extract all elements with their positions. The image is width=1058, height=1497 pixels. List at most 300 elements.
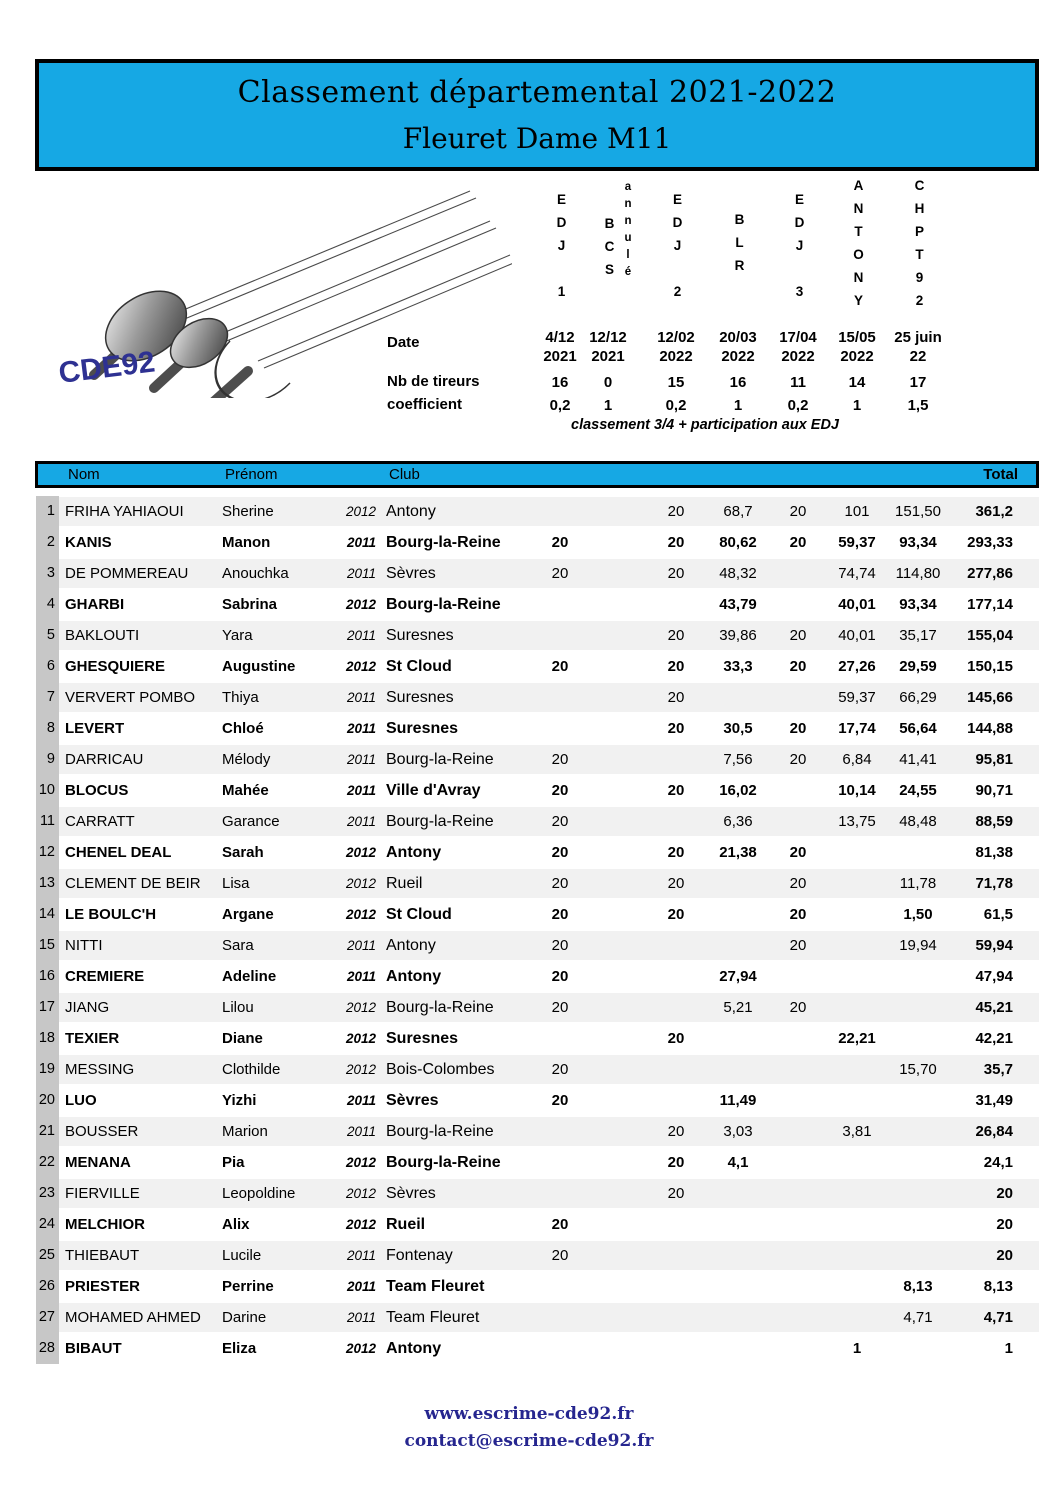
event-coeff-1: 1 xyxy=(603,397,613,414)
annee-cell: 2012 xyxy=(345,1155,376,1170)
rank-cell: 18 xyxy=(36,1023,59,1054)
annee-cell: 2011 xyxy=(346,938,376,953)
prenom-cell: Chloé xyxy=(222,720,264,737)
total-cell: 26,84 xyxy=(975,1123,1013,1140)
score-cell-4: 20 xyxy=(789,937,807,954)
col-header-club: Club xyxy=(389,466,420,483)
prenom-cell: Mahée xyxy=(222,782,269,799)
score-cell-6: 41,41 xyxy=(899,751,937,768)
total-cell: 42,21 xyxy=(975,1030,1013,1047)
score-cell-6: 114,80 xyxy=(895,565,941,582)
event-date-line2: 2022 xyxy=(840,348,874,365)
total-cell: 20 xyxy=(996,1247,1013,1264)
annee-cell: 2011 xyxy=(346,1310,376,1325)
rank-cell: 13 xyxy=(36,868,59,899)
col-header-prenom: Prénom xyxy=(225,466,278,483)
total-cell: 81,38 xyxy=(975,844,1013,861)
score-cell-2: 20 xyxy=(667,720,685,737)
score-cell-0: 20 xyxy=(551,937,569,954)
annee-cell: 2011 xyxy=(346,1124,376,1139)
rank-cell: 3 xyxy=(36,558,59,589)
annee-cell: 2011 xyxy=(346,535,376,550)
event-tireurs-5: 14 xyxy=(848,374,866,391)
annee-cell: 2011 xyxy=(346,721,376,736)
score-cell-0: 20 xyxy=(551,906,569,923)
event-date-line1: 4/12 xyxy=(545,329,575,346)
nom-cell: NITTI xyxy=(65,937,103,954)
score-cell-0: 20 xyxy=(551,658,569,675)
prenom-cell: Anouchka xyxy=(222,565,289,582)
club-cell: Antony xyxy=(386,844,442,861)
date-label: Date xyxy=(387,334,420,351)
score-cell-3: 4,1 xyxy=(727,1154,749,1171)
fencing-foils-icon xyxy=(42,183,512,398)
event-date-line2: 2022 xyxy=(781,348,815,365)
nom-cell: MESSING xyxy=(65,1061,135,1078)
table-row xyxy=(35,1333,1039,1364)
rank-cell: 10 xyxy=(36,775,59,806)
score-cell-6: 29,59 xyxy=(899,658,937,675)
nom-cell: DE POMMEREAU xyxy=(65,565,189,582)
score-cell-0: 20 xyxy=(551,565,569,582)
score-cell-0: 20 xyxy=(551,1061,569,1078)
event-note-1: annulé xyxy=(622,181,634,283)
club-cell: Rueil xyxy=(386,875,423,892)
prenom-cell: Marion xyxy=(222,1123,268,1140)
prenom-cell: Perrine xyxy=(222,1278,274,1295)
event-date-line2: 22 xyxy=(909,348,927,365)
footer-website: www.escrime-cde92.fr xyxy=(424,1404,634,1424)
prenom-cell: Garance xyxy=(222,813,280,830)
score-cell-3: 27,94 xyxy=(719,968,757,985)
score-cell-2: 20 xyxy=(667,565,685,582)
rank-cell: 8 xyxy=(36,713,59,744)
score-cell-0: 20 xyxy=(551,813,569,830)
rank-cell: 22 xyxy=(36,1147,59,1178)
score-cell-6: 48,48 xyxy=(899,813,937,830)
nom-cell: TEXIER xyxy=(65,1030,120,1047)
prenom-cell: Sarah xyxy=(222,844,264,861)
score-cell-2: 20 xyxy=(667,844,685,861)
score-cell-0: 20 xyxy=(551,1247,569,1264)
nom-cell: MOHAMED AHMED xyxy=(65,1309,201,1326)
score-cell-3: 33,3 xyxy=(723,658,753,675)
annee-cell: 2012 xyxy=(345,659,376,674)
total-cell: 144,88 xyxy=(967,720,1013,737)
nom-cell: GHARBI xyxy=(65,596,125,613)
rank-cell: 25 xyxy=(36,1240,59,1271)
score-cell-3: 7,56 xyxy=(723,751,753,768)
event-date-line1: 12/02 xyxy=(657,329,695,346)
total-cell: 277,86 xyxy=(967,565,1013,582)
prenom-cell: Argane xyxy=(222,906,274,923)
prenom-cell: Adeline xyxy=(222,968,277,985)
table-row xyxy=(35,1054,1039,1085)
table-row xyxy=(35,682,1039,713)
nom-cell: FIERVILLE xyxy=(65,1185,140,1202)
score-cell-2: 20 xyxy=(667,906,685,923)
score-cell-3: 80,62 xyxy=(719,534,757,551)
rank-cell: 11 xyxy=(36,806,59,837)
score-cell-4: 20 xyxy=(789,720,807,737)
club-cell: Bourg-la-Reine xyxy=(386,999,494,1016)
coeff-label: coefficient xyxy=(387,396,463,413)
score-cell-2: 20 xyxy=(667,782,685,799)
table-row xyxy=(35,930,1039,961)
table-row xyxy=(35,899,1039,930)
rank-cell: 28 xyxy=(36,1333,59,1364)
annee-cell: 2012 xyxy=(345,907,376,922)
score-cell-2: 20 xyxy=(667,1030,685,1047)
event-date-line1: 25 juin xyxy=(894,329,942,346)
table-row xyxy=(35,1147,1039,1178)
score-cell-3: 30,5 xyxy=(723,720,753,737)
nom-cell: MENANA xyxy=(65,1154,131,1171)
event-date-1 xyxy=(573,328,643,366)
score-cell-2: 20 xyxy=(667,689,685,706)
rank-cell: 23 xyxy=(36,1178,59,1209)
table-row xyxy=(35,1302,1039,1333)
club-cell: Antony xyxy=(386,503,436,520)
rank-cell: 12 xyxy=(36,837,59,868)
score-cell-5: 3,81 xyxy=(842,1123,872,1140)
total-cell: 177,14 xyxy=(967,596,1013,613)
annee-cell: 2011 xyxy=(346,1279,376,1294)
score-cell-5: 10,14 xyxy=(838,782,876,799)
club-cell: Team Fleuret xyxy=(386,1278,485,1295)
table-rows xyxy=(35,496,1039,1364)
annee-cell: 2012 xyxy=(345,845,376,860)
event-code-3: BLR xyxy=(732,212,747,281)
prenom-cell: Sabrina xyxy=(222,596,278,613)
score-cell-3: 68,7 xyxy=(723,503,753,520)
score-cell-6: 35,17 xyxy=(899,627,937,644)
club-cell: Antony xyxy=(386,968,442,985)
score-cell-6: 93,34 xyxy=(899,534,937,551)
event-date-line2: 2022 xyxy=(659,348,693,365)
club-cell: Sèvres xyxy=(386,1092,439,1109)
nom-cell: GHESQUIERE xyxy=(65,658,166,675)
total-cell: 61,5 xyxy=(983,906,1013,923)
total-cell: 31,49 xyxy=(975,1092,1013,1109)
score-cell-3: 48,32 xyxy=(719,565,757,582)
score-cell-5: 101 xyxy=(844,503,870,520)
rank-cell: 7 xyxy=(36,682,59,713)
table-row xyxy=(35,1116,1039,1147)
rank-cell: 26 xyxy=(36,1271,59,1302)
score-cell-0: 20 xyxy=(551,844,569,861)
score-cell-6: 1,50 xyxy=(903,906,933,923)
table-row xyxy=(35,527,1039,558)
club-cell: Sèvres xyxy=(386,565,436,582)
score-cell-3: 5,21 xyxy=(723,999,753,1016)
total-cell: 150,15 xyxy=(967,658,1013,675)
annee-cell: 2011 xyxy=(346,783,376,798)
annee-cell: 2012 xyxy=(345,1062,376,1077)
score-cell-2: 20 xyxy=(667,1185,685,1202)
club-cell: Rueil xyxy=(386,1216,426,1233)
rank-cell: 21 xyxy=(36,1116,59,1147)
total-cell: 45,21 xyxy=(975,999,1013,1016)
club-cell: Bourg-la-Reine xyxy=(386,534,501,551)
table-row xyxy=(35,651,1039,682)
prenom-cell: Clothilde xyxy=(222,1061,281,1078)
event-date-line1: 12/12 xyxy=(589,329,627,346)
score-cell-0: 20 xyxy=(551,751,569,768)
club-cell: Suresnes xyxy=(386,689,454,706)
event-date-line2: 2021 xyxy=(591,348,625,365)
score-cell-4: 20 xyxy=(789,534,807,551)
rank-cell: 20 xyxy=(36,1085,59,1116)
prenom-cell: Lilou xyxy=(222,999,254,1016)
score-cell-4: 20 xyxy=(789,658,807,675)
footer xyxy=(0,1401,1058,1455)
table-row xyxy=(35,1178,1039,1209)
event-code-1: BCS xyxy=(602,216,617,285)
score-cell-3: 43,79 xyxy=(719,596,757,613)
nom-cell: CARRATT xyxy=(65,813,135,830)
score-cell-0: 20 xyxy=(551,1216,569,1233)
score-cell-3: 6,36 xyxy=(723,813,753,830)
table-row xyxy=(35,496,1039,527)
prenom-cell: Lucile xyxy=(222,1247,262,1264)
club-cell: Bourg-la-Reine xyxy=(386,1154,501,1171)
rank-cell: 27 xyxy=(36,1302,59,1333)
total-cell: 20 xyxy=(996,1185,1013,1202)
event-code-0: EDJ 1 xyxy=(554,192,569,307)
annee-cell: 2011 xyxy=(346,1248,376,1263)
event-coeff-4: 0,2 xyxy=(787,397,809,414)
score-cell-4: 20 xyxy=(789,875,807,892)
total-cell: 59,94 xyxy=(975,937,1013,954)
prenom-cell: Diane xyxy=(222,1030,263,1047)
prenom-cell: Leopoldine xyxy=(222,1185,296,1202)
score-cell-4: 20 xyxy=(789,906,807,923)
table-row xyxy=(35,961,1039,992)
score-cell-4: 20 xyxy=(789,751,807,768)
club-cell: Team Fleuret xyxy=(386,1309,480,1326)
score-cell-5: 6,84 xyxy=(842,751,872,768)
prenom-cell: Manon xyxy=(222,534,271,551)
nom-cell: LE BOULC'H xyxy=(65,906,157,923)
score-cell-3: 11,49 xyxy=(719,1092,757,1109)
prenom-cell: Yara xyxy=(222,627,253,644)
nom-cell: BAKLOUTI xyxy=(65,627,140,644)
rank-cell: 2 xyxy=(36,527,59,558)
col-header-nom: Nom xyxy=(68,466,100,483)
score-cell-0: 20 xyxy=(551,782,569,799)
club-cell: Sèvres xyxy=(386,1185,436,1202)
table-row xyxy=(35,1085,1039,1116)
table-row xyxy=(35,744,1039,775)
prenom-cell: Yizhi xyxy=(222,1092,257,1109)
annee-cell: 2011 xyxy=(346,814,376,829)
total-cell: 24,1 xyxy=(983,1154,1013,1171)
club-cell: Suresnes xyxy=(386,1030,459,1047)
col-header-total: Total xyxy=(983,466,1018,483)
event-coeff-5: 1 xyxy=(852,397,862,414)
score-cell-6: 151,50 xyxy=(895,503,941,520)
club-cell: Fontenay xyxy=(386,1247,453,1264)
club-cell: Suresnes xyxy=(386,720,459,737)
nom-cell: BLOCUS xyxy=(65,782,129,799)
score-cell-5: 74,74 xyxy=(838,565,876,582)
score-cell-3: 21,38 xyxy=(719,844,757,861)
event-tireurs-6: 17 xyxy=(909,374,927,391)
annee-cell: 2012 xyxy=(345,1031,376,1046)
rank-cell: 4 xyxy=(36,589,59,620)
annee-cell: 2011 xyxy=(346,969,376,984)
total-cell: 90,71 xyxy=(975,782,1013,799)
total-cell: 20 xyxy=(996,1216,1013,1233)
nom-cell: PRIESTER xyxy=(65,1278,141,1295)
club-cell: Bois-Colombes xyxy=(386,1061,495,1078)
prenom-cell: Thiya xyxy=(222,689,259,706)
nom-cell: KANIS xyxy=(65,534,112,551)
nom-cell: DARRICAU xyxy=(65,751,144,768)
score-cell-6: 66,29 xyxy=(899,689,937,706)
rank-cell: 19 xyxy=(36,1054,59,1085)
club-cell: Bourg-la-Reine xyxy=(386,1123,494,1140)
prenom-cell: Lisa xyxy=(222,875,250,892)
nom-cell: THIEBAUT xyxy=(65,1247,140,1264)
score-cell-2: 20 xyxy=(667,658,685,675)
annee-cell: 2012 xyxy=(345,876,376,891)
event-date-5 xyxy=(822,328,892,366)
score-cell-2: 20 xyxy=(667,534,685,551)
score-cell-2: 20 xyxy=(667,1123,685,1140)
score-cell-3: 3,03 xyxy=(723,1123,753,1140)
table-row xyxy=(35,806,1039,837)
annee-cell: 2012 xyxy=(345,597,376,612)
footer-email: contact@escrime-cde92.fr xyxy=(404,1431,654,1451)
table-row xyxy=(35,1271,1039,1302)
score-cell-2: 20 xyxy=(667,875,685,892)
table-row xyxy=(35,775,1039,806)
event-coeff-6: 1,5 xyxy=(907,397,929,414)
total-cell: 8,13 xyxy=(983,1278,1013,1295)
event-code-5: ANTONY xyxy=(851,178,866,316)
prenom-cell: Alix xyxy=(222,1216,250,1233)
annee-cell: 2011 xyxy=(346,566,376,581)
ranking-note: classement 3/4 + participation aux EDJ xyxy=(571,417,839,433)
total-cell: 1 xyxy=(1004,1340,1013,1357)
event-coeff-0: 0,2 xyxy=(549,397,571,414)
annee-cell: 2012 xyxy=(345,1217,376,1232)
event-code-6: CHPT92 xyxy=(912,178,927,316)
nom-cell: LUO xyxy=(65,1092,97,1109)
event-date-6 xyxy=(883,328,953,366)
score-cell-3: 16,02 xyxy=(719,782,757,799)
rank-cell: 17 xyxy=(36,992,59,1023)
club-cell: Antony xyxy=(386,1340,442,1357)
event-tireurs-1: 0 xyxy=(603,374,613,391)
score-cell-6: 8,13 xyxy=(903,1278,933,1295)
total-cell: 361,2 xyxy=(975,503,1013,520)
logo-text: CDE92 xyxy=(56,345,157,390)
club-cell: Bourg-la-Reine xyxy=(386,813,494,830)
rank-cell: 9 xyxy=(36,744,59,775)
rank-cell: 15 xyxy=(36,930,59,961)
table-row xyxy=(35,713,1039,744)
score-cell-4: 20 xyxy=(789,844,807,861)
table-row xyxy=(35,1023,1039,1054)
club-cell: Bourg-la-Reine xyxy=(386,751,494,768)
nom-cell: VERVERT POMBO xyxy=(65,689,196,706)
table-row xyxy=(35,1240,1039,1271)
score-cell-0: 20 xyxy=(551,875,569,892)
score-cell-5: 13,75 xyxy=(838,813,876,830)
prenom-cell: Pia xyxy=(222,1154,245,1171)
prenom-cell: Eliza xyxy=(222,1340,257,1357)
prenom-cell: Augustine xyxy=(222,658,296,675)
page-subtitle: Fleuret Dame M11 xyxy=(402,122,672,155)
table-row xyxy=(35,558,1039,589)
score-cell-5: 27,26 xyxy=(838,658,876,675)
table-header xyxy=(35,461,1039,488)
club-cell: St Cloud xyxy=(386,658,452,675)
score-cell-5: 1 xyxy=(852,1340,862,1357)
page-title: Classement départemental 2021-2022 xyxy=(237,75,837,110)
score-cell-6: 24,55 xyxy=(899,782,937,799)
table-row xyxy=(35,589,1039,620)
score-cell-0: 20 xyxy=(551,968,569,985)
title-banner xyxy=(35,59,1039,171)
prenom-cell: Darine xyxy=(222,1309,267,1326)
score-cell-2: 20 xyxy=(667,503,685,520)
score-cell-5: 59,37 xyxy=(838,689,876,706)
nom-cell: FRIHA YAHIAOUI xyxy=(65,503,184,520)
score-cell-6: 15,70 xyxy=(899,1061,937,1078)
total-cell: 4,71 xyxy=(983,1309,1013,1326)
event-tireurs-2: 15 xyxy=(667,374,685,391)
cde92-logo xyxy=(42,183,512,403)
nom-cell: JIANG xyxy=(65,999,110,1016)
event-date-line1: 20/03 xyxy=(719,329,757,346)
score-cell-6: 19,94 xyxy=(899,937,937,954)
event-coeff-2: 0,2 xyxy=(665,397,687,414)
annee-cell: 2011 xyxy=(346,690,376,705)
score-cell-6: 4,71 xyxy=(903,1309,933,1326)
score-cell-5: 22,21 xyxy=(838,1030,876,1047)
event-code-4: EDJ 3 xyxy=(792,192,807,307)
event-code-2: EDJ 2 xyxy=(670,192,685,307)
score-cell-5: 40,01 xyxy=(838,596,876,613)
total-cell: 88,59 xyxy=(975,813,1013,830)
score-cell-6: 93,34 xyxy=(899,596,937,613)
club-cell: Bourg-la-Reine xyxy=(386,596,501,613)
score-cell-3: 39,86 xyxy=(719,627,757,644)
score-cell-5: 40,01 xyxy=(838,627,876,644)
score-cell-2: 20 xyxy=(667,1154,685,1171)
total-cell: 145,66 xyxy=(967,689,1013,706)
nom-cell: CHENEL DEAL xyxy=(65,844,172,861)
club-cell: Ville d'Avray xyxy=(386,782,481,799)
rank-cell: 5 xyxy=(36,620,59,651)
table-row xyxy=(35,620,1039,651)
nom-cell: BIBAUT xyxy=(65,1340,122,1357)
score-cell-6: 56,64 xyxy=(899,720,937,737)
annee-cell: 2011 xyxy=(346,752,376,767)
nom-cell: MELCHIOR xyxy=(65,1216,145,1233)
total-cell: 155,04 xyxy=(967,627,1013,644)
prenom-cell: Sherine xyxy=(222,503,274,520)
table-row xyxy=(35,868,1039,899)
event-date-line1: 17/04 xyxy=(779,329,817,346)
nom-cell: CREMIERE xyxy=(65,968,145,985)
table-row xyxy=(35,1209,1039,1240)
annee-cell: 2012 xyxy=(345,1341,376,1356)
